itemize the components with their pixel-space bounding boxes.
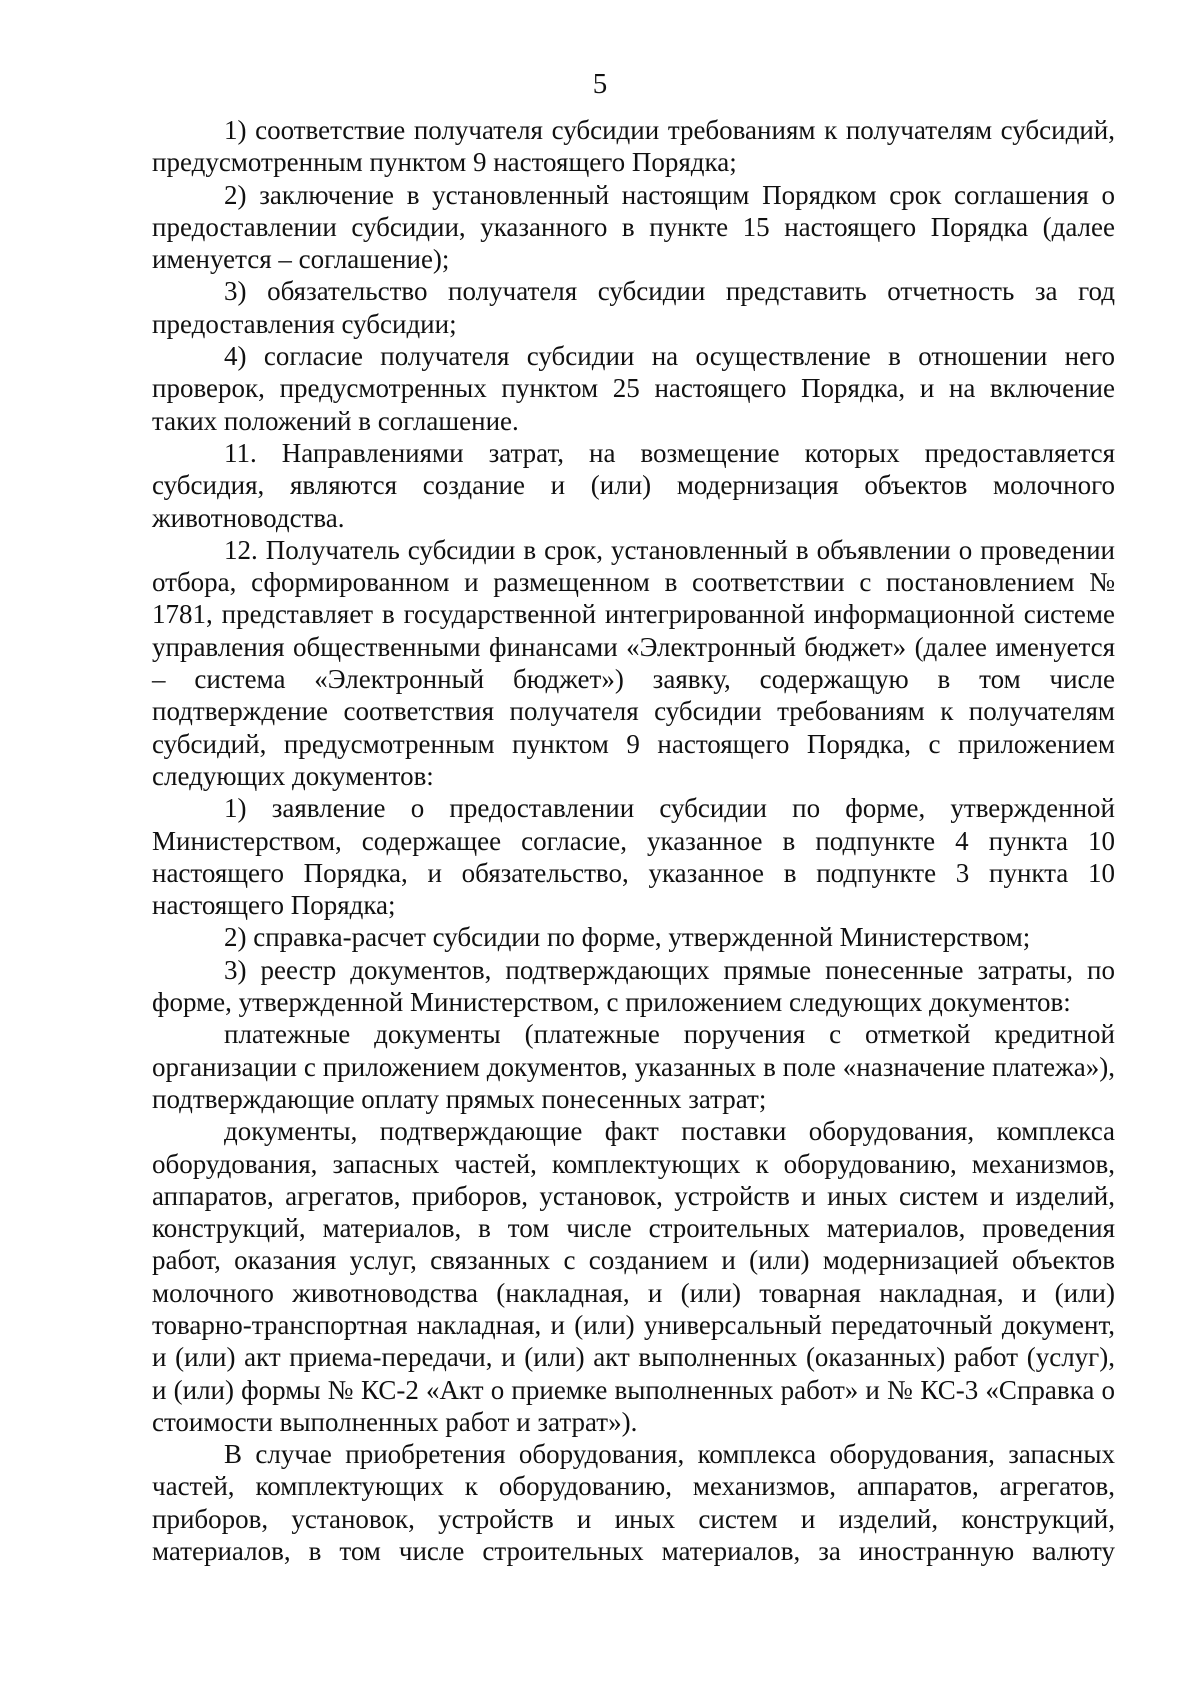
paragraph-item-4: 4) согласие получателя субсидии на осуществление в отношении него проверок, предусмотренных пунктом 25 настоящего Порядка, и на включение таких положений в соглашение. (152, 341, 1115, 436)
page-number: 5 (592, 68, 608, 100)
paragraph-foreign-currency: В случае приобретения оборудования, комплекса оборудования, запасных частей, комплектующих к оборудованию, механизмов, аппаратов, агрегатов, приборов, установок, устройств и иных систем и изделий, конструкций, материалов, в том числе строительных материалов, за иностранную валюту (152, 1439, 1115, 1567)
paragraph-doc-2: 2) справка-расчет субсидии по форме, утвержденной Министерством; (224, 922, 1031, 953)
paragraph-item-1: 1) соответствие получателя субсидии требованиям к получателям субсидий, предусмотренным пунктом 9 настоящего Порядка; (152, 115, 1115, 178)
paragraph-payment-docs: платежные документы (платежные поручения с отметкой кредитной организации с приложением документов, указанных в поле «назначение платежа»), подтверждающие оплату прямых понесенных затрат; (152, 1019, 1115, 1114)
paragraph-clause-12: 12. Получатель субсидии в срок, установленный в объявлении о проведении отбора, сформированном и размещенном в соответствии с постановлением № 1781, представляет в государственной интегрированной информационной системе управления общественными финансами «Электронный бюджет» (далее именуется – система «Электронный бюджет») заявку, содержащую в том числе подтверждение соответствия получателя субсидии требованиям к получателям субсидий, предусмотренным пунктом 9 настоящего Порядка, с приложением следующих документов: (152, 534, 1115, 791)
paragraph-doc-3: 3) реестр документов, подтверждающих прямые понесенные затраты, по форме, утвержденной Министерством, с приложением следующих документов: (152, 954, 1115, 1018)
paragraph-doc-1: 1) заявление о предоставлении субсидии по форме, утвержденной Министерством, содержащее согласие, указанное в подпункте 4 пункта 10 настоящего Порядка, и обязательство, указанное в подпункте 3 пункта 10 настоящего Порядка; (152, 793, 1115, 921)
paragraph-delivery-docs: документы, подтверждающие факт поставки оборудования, комплекса оборудования, запасных частей, комплектующих к оборудованию, механизмов, аппаратов, агрегатов, приборов, установок, устройств и иных систем и изделий, конструкций, материалов, в том числе строительных материалов, проведения работ, оказания услуг, связанных с созданием и (или) модернизацией объектов молочного животноводства (накладная, и (или) товарная накладная, и (или) товарно-транспортная накладная, и (или) универсальный передаточный документ, и (или) акт приема-передачи, и (или) акт выполненных (оказанных) работ (услуг), и (или) формы № КС-2 «Акт о приемке выполненных работ» и № КС-3 «Справка о стоимости выполненных работ и затрат»). (152, 1116, 1115, 1437)
paragraph-item-2: 2) заключение в установленный настоящим Порядком срок соглашения о предоставлении субсидии, указанного в пункте 15 настоящего Порядка (далее именуется – соглашение); (152, 179, 1115, 275)
paragraph-clause-11: 11. Направлениями затрат, на возмещение которых предоставляется субсидия, являются создание и (или) модернизация объектов молочного животноводства. (152, 437, 1115, 533)
paragraph-item-3: 3) обязательство получателя субсидии представить отчетность за год предоставления субсидии; (152, 276, 1115, 339)
document-body (152, 114, 1115, 1567)
